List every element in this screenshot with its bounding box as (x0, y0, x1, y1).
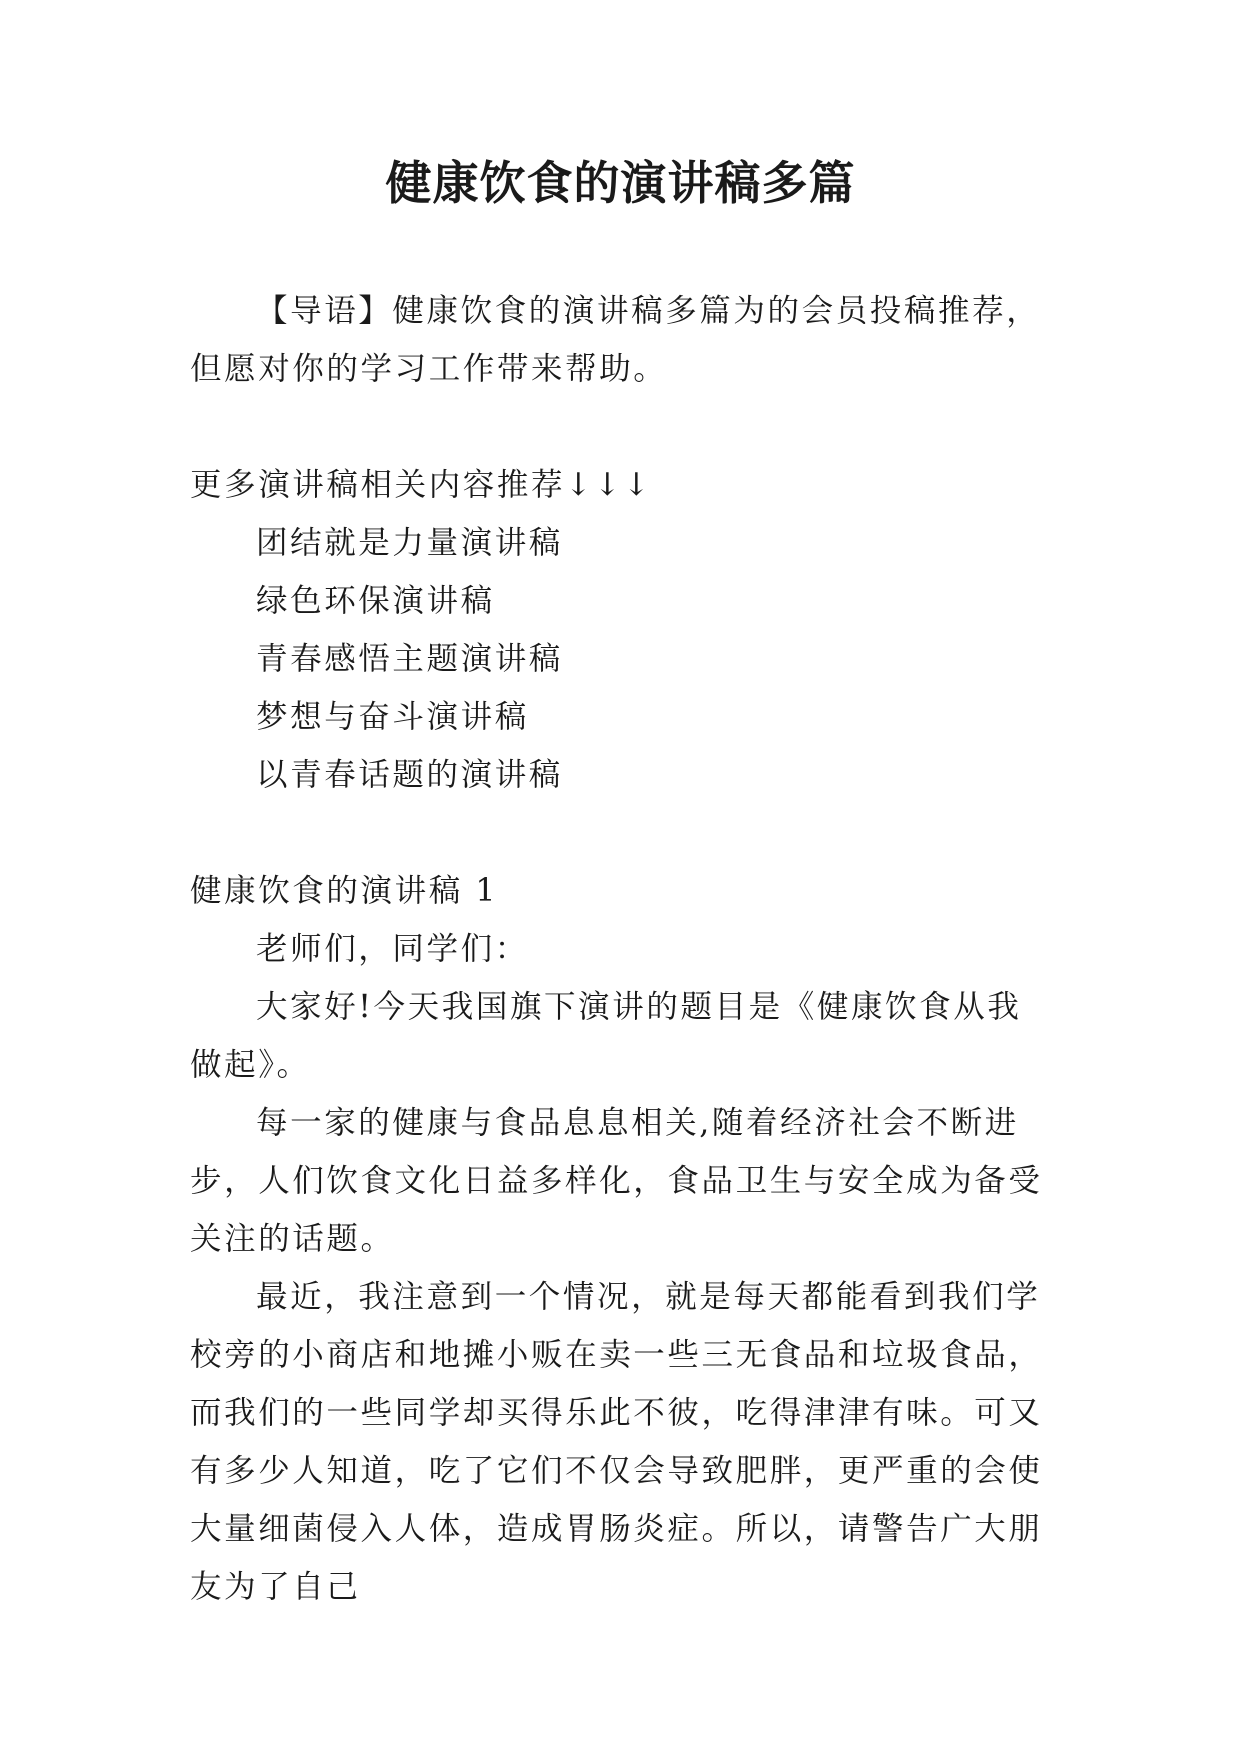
related-link[interactable]: 绿色环保演讲稿 (256, 583, 495, 619)
related-heading: 更多演讲稿相关内容推荐↓↓↓ (190, 467, 653, 503)
spacer (190, 398, 1052, 456)
section-heading: 健康饮食的演讲稿 1 (190, 873, 499, 909)
page-title: 健康饮食的演讲稿多篇 (385, 156, 856, 210)
related-link[interactable]: 以青春话题的演讲稿 (256, 757, 563, 793)
body-paragraph: 最近，我注意到一个情况，就是每天都能看到我们学校旁的小商店和地摊小贩在卖一些三无食品和垃圾食品，而我们的一些同学却买得乐此不彼，吃得津津有味。可又有多少人知道，吃了它们不仅会导致肥胖，更严重的会使大量细菌侵入人体，造成胃肠炎症。所以，请警告广大朋友为了自己 (190, 1279, 1043, 1605)
intro-paragraph: 【导语】健康饮食的演讲稿多篇为的会员投稿推荐，但愿对你的学习工作带来帮助。 (190, 293, 1041, 387)
related-link[interactable]: 青春感悟主题演讲稿 (256, 641, 563, 677)
body-paragraph: 每一家的健康与食品息息相关,随着经济社会不断进步，人们饮食文化日益多样化，食品卫生与安全成为备受关注的话题。 (190, 1105, 1043, 1257)
related-link[interactable]: 团结就是力量演讲稿 (256, 525, 563, 561)
body-paragraph: 大家好!今天我国旗下演讲的题目是《健康饮食从我做起》。 (190, 989, 1022, 1083)
related-link[interactable]: 梦想与奋斗演讲稿 (256, 699, 529, 735)
spacer (190, 804, 1052, 862)
salutation: 老师们，同学们： (256, 931, 529, 967)
document-body (190, 282, 1052, 1616)
